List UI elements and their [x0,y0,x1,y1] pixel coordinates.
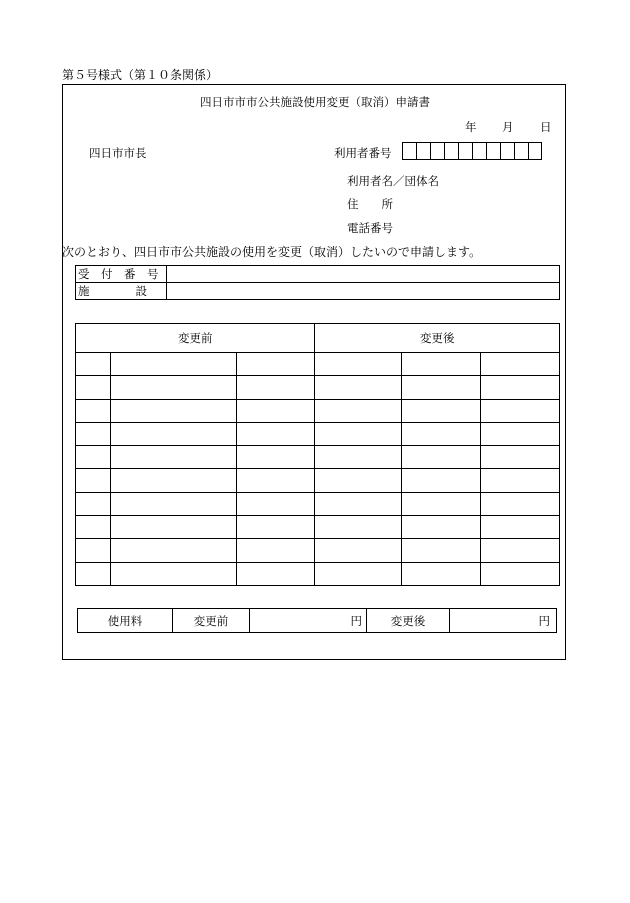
table-cell[interactable] [236,562,315,585]
facility-label: 施 設 [76,283,167,300]
table-cell[interactable] [76,516,111,539]
table-row [76,562,560,585]
table-cell[interactable] [110,562,236,585]
after-header: 変更後 [315,324,560,353]
table-cell[interactable] [76,422,111,445]
applicant-phone-label: 電話番号 [347,221,393,235]
user-number-box[interactable] [486,142,500,160]
date-year: 年 [465,120,477,134]
table-cell[interactable] [236,539,315,562]
table-cell[interactable] [315,376,402,399]
receipt-number-field[interactable] [167,266,560,283]
table-cell[interactable] [76,492,111,515]
table-cell[interactable] [110,399,236,422]
table-cell[interactable] [110,446,236,469]
table-cell[interactable] [402,376,481,399]
table-cell[interactable] [481,353,560,376]
before-header: 変更前 [76,324,315,353]
table-cell[interactable] [481,516,560,539]
statement: 次のとおり、四日市市公共施設の使用を変更（取消）したいので申請します。 [62,245,482,259]
table-cell[interactable] [315,539,402,562]
table-cell[interactable] [481,422,560,445]
table-cell[interactable] [76,469,111,492]
fee-before-field[interactable] [250,609,367,633]
user-number-box[interactable] [528,142,542,160]
table-row [76,376,560,399]
table-cell[interactable] [481,446,560,469]
reception-table [75,265,560,300]
user-number-box[interactable] [430,142,444,160]
table-row [76,516,560,539]
table-cell[interactable] [315,492,402,515]
table-cell[interactable] [110,376,236,399]
user-number-label: 利用者番号 [334,146,392,160]
table-row [76,446,560,469]
change-table [75,323,560,586]
table-cell[interactable] [315,399,402,422]
table-cell[interactable] [315,446,402,469]
user-number-box[interactable] [514,142,528,160]
table-cell[interactable] [315,562,402,585]
table-cell[interactable] [402,562,481,585]
table-cell[interactable] [315,353,402,376]
applicant-address-label: 住 所 [347,197,393,211]
table-cell[interactable] [236,376,315,399]
table-cell[interactable] [481,539,560,562]
applicant-name-label: 利用者名／団体名 [347,174,439,188]
table-row [76,353,560,376]
user-number-box[interactable] [500,142,514,160]
table-cell[interactable] [402,469,481,492]
table-cell[interactable] [110,539,236,562]
table-cell[interactable] [236,399,315,422]
table-cell[interactable] [110,516,236,539]
form-number: 第５号様式（第１０条関係） [62,68,219,82]
table-row [76,539,560,562]
date-day: 日 [540,120,552,134]
table-cell[interactable] [110,469,236,492]
fee-table [77,608,557,633]
table-cell[interactable] [236,446,315,469]
table-cell[interactable] [76,399,111,422]
addressee: 四日市市長 [89,146,147,160]
table-cell[interactable] [76,446,111,469]
table-cell[interactable] [236,516,315,539]
table-cell[interactable] [402,399,481,422]
table-cell[interactable] [76,539,111,562]
table-cell[interactable] [110,422,236,445]
table-cell[interactable] [236,492,315,515]
table-cell[interactable] [481,562,560,585]
table-cell[interactable] [315,469,402,492]
table-cell[interactable] [481,469,560,492]
table-cell[interactable] [481,376,560,399]
table-row [76,422,560,445]
form-title: 四日市市市公共施設使用変更（取消）申請書 [200,95,430,109]
facility-field[interactable] [167,283,560,300]
table-cell[interactable] [402,516,481,539]
table-cell[interactable] [110,492,236,515]
fee-after-field[interactable] [450,609,557,633]
table-cell[interactable] [402,539,481,562]
user-number-box[interactable] [402,142,416,160]
user-number-boxes[interactable] [402,142,542,160]
table-cell[interactable] [402,492,481,515]
table-cell[interactable] [76,562,111,585]
table-cell[interactable] [315,516,402,539]
table-cell[interactable] [481,399,560,422]
table-cell[interactable] [481,492,560,515]
fee-after-unit: 円 [538,613,550,628]
table-cell[interactable] [76,376,111,399]
user-number-box[interactable] [458,142,472,160]
table-cell[interactable] [402,422,481,445]
user-number-box[interactable] [444,142,458,160]
table-cell[interactable] [236,422,315,445]
user-number-box[interactable] [416,142,430,160]
fee-before-label: 変更前 [173,609,250,633]
fee-after-label: 変更後 [367,609,450,633]
table-row [76,469,560,492]
table-row [76,399,560,422]
table-cell[interactable] [315,422,402,445]
table-cell[interactable] [402,353,481,376]
fee-before-unit: 円 [350,613,362,628]
table-row [76,492,560,515]
table-cell[interactable] [236,353,315,376]
table-cell[interactable] [110,353,236,376]
table-cell[interactable] [402,446,481,469]
table-cell[interactable] [76,353,111,376]
user-number-box[interactable] [472,142,486,160]
receipt-number-label: 受 付 番 号 [76,266,167,283]
table-cell[interactable] [236,469,315,492]
date-month: 月 [502,120,514,134]
fee-label: 使用料 [78,609,173,633]
